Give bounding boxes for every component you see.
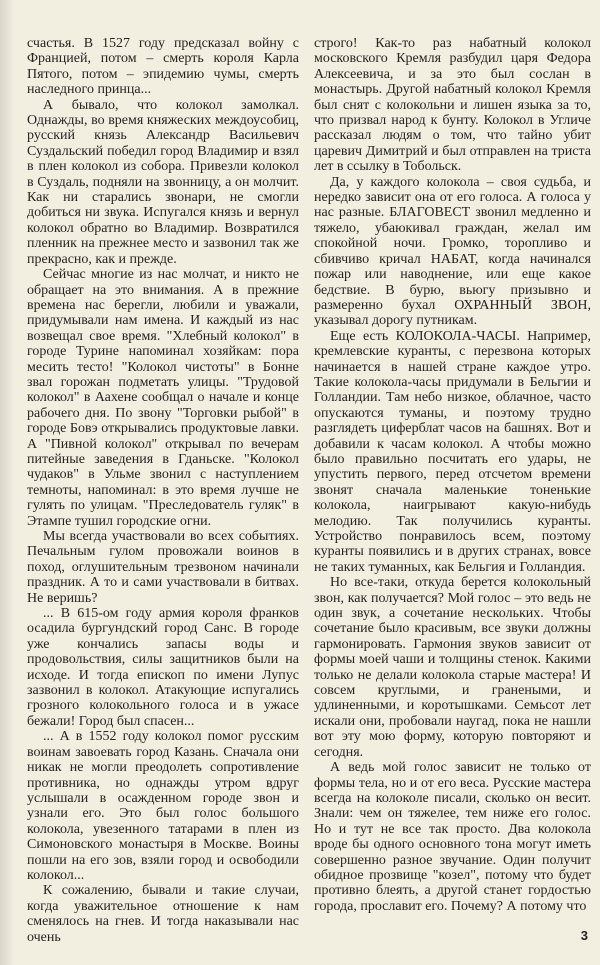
- paragraph: Да, у каждого колокола – своя судьба, и нередко зависит она от его голоса. А голоса у нас разные. БЛАГОВЕСТ звонил медленно и тяжело, убаюкивал граждан, желал им спокойной ночи. Громко, торопливо и сбивчиво кричал НАБАТ, когда начинался пожар или наводнение, или еще какое бедствие. В бурю, вьюгу призывно и размеренно бухал ОХРАННЫЙ ЗВОН, указывал дорогу путникам.: [314, 174, 591, 329]
- paragraph: А бывало, что колокол замолкал. Однажды, во время княжеских междоусобиц, русский князь Александр Васильевич Суздальский победил город Владимир и взял в плен колокол из собора. Привезли колокол в Суздаль, подняли на звонницу, а он молчит. Как ни старались звонари, не смогли добиться ни звука. Испугался князь и вернул колокол обратно во Владимир. Возвратился пленник на прежнее место и зазвонил так же прекрасно, как и прежде.: [27, 97, 299, 267]
- paragraph: А ведь мой голос зависит не только от формы тела, но и от его веса. Русские мастера всегда на колоколе писали, сколько он весит. Знали: чем он тяжелее, тем ниже его голос. Но и тут не все так просто. Два колокола вроде бы одного основного тона могут иметь совершенно разное звучание. Один получит обидное прозвище "козел", потому что будет противно блеять, а другой станет гордостью города, прославит его. Почему? А потому что: [314, 760, 591, 914]
- left-column: [27, 36, 299, 945]
- right-column: [314, 36, 591, 944]
- paragraph: строго! Как-то раз набатный колокол московского Кремля разбудил царя Федора Алексеевича, и за это был сослан в монастырь. Другой набатный колокол Кремля был снят с колокольни и лишен языка за то, что призвал народ к бунту. Колокол в Угличе рассказал людям о том, что тайно убит царевич Димитрий и был отправлен на триста лет в ссылку в Тобольск.: [314, 36, 591, 175]
- paragraph: ... А в 1552 году колокол помог русским воинам завоевать город Казань. Сначала они никак не могли преодолеть сопротивление противника, но однажды утром вдруг услышали в осажденном городе звон и узнали его. Это был голос большого колокола, увезенного татарами в плен из Симоновского монастыря в Москве. Воины пошли на его зов, взяли город и освободили колокол...: [27, 729, 299, 883]
- page-number: 3: [580, 928, 588, 944]
- paragraph: Но все-таки, откуда берется колокольный звон, как получается? Мой голос – это ведь не один звук, а сочетание нескольких. Чтобы сочетание было красивым, все звуки должны гармонировать. Гармония звуков зависит от формы моей чаши и толщины стенок. Какими только не делали колокола старые мастера! И совсем круглыми, и гранеными, и удлиненными, и коротышками. Семьсот лет искали они, пробовали наугад, пока не нашли вот эту мою форму, которую повторяют и сегодня.: [314, 575, 591, 760]
- paragraph: счастья. В 1527 году предсказал войну с Францией, потом – смерть короля Карла Пятого, потом – эпидемию чумы, смерть наследного принца...: [27, 36, 299, 98]
- paragraph: ... В 615-ом году армия короля франков осадила бургундский город Санс. В городе уже кончались запасы воды и продовольствия, силы защитников были на исходе. И тогда епископ по имени Лупус зазвонил в колокол. Атакующие испугались грозного колокольного голоса и в ужасе бежали! Город был спасен...: [27, 606, 299, 729]
- paragraph: К сожалению, бывали и такие случаи, когда уважительное отношение к нам сменялось на гнев. И тогда наказывали нас очень: [27, 883, 299, 945]
- paragraph: Сейчас многие из нас молчат, и никто не обращает на это внимания. А в прежние времена нас берегли, любили и уважали, придумывали нам имена. И каждый из нас возвещал свое время. "Хлебный колокол" в городе Турине напоминал хозяйкам: пора месить тесто! "Колокол чистоты" в Бонне звал горожан подметать улицы. "Трудовой колокол" в Аахене сообщал о начале и конце рабочего дня. По звону "Торговки рыбой" в городе Бовэ открывались продуктовые лавки. А "Пивной колокол" открывал по вечерам питейные заведения в Гданьске. "Колокол чудаков" в Ульме звонил с наступлением темноты, напоминал: в это время лучше не гулять по улицам. "Преследователь гуляк" в Этампе тушил городские огни.: [27, 267, 299, 529]
- paragraph: Мы всегда участвовали во всех событиях. Печальным гулом провожали воинов в поход, оглушительным трезвоном начинали праздник. А то и сами участвовали в битвах. Не веришь?: [27, 529, 299, 606]
- paragraph: Еще есть КОЛОКОЛА-ЧАСЫ. Например, кремлевские куранты, с перезвона которых начинается в нашей стране каждое утро. Такие колокола-часы придумали в Бельгии и Голландии. Там небо низкое, облачное, часто опускаются туманы, и поэтому трудно разглядеть циферблат часов на башнях. Вот и добавили к часам колокол. А чтобы можно было правильно посчитать его удары, не упустить первого, перед отсчетом времени звонят сначала маленькие тоненькие колокола, наигрывают какую-нибудь мелодию. Так получились куранты. Устройство понравилось всем, поэтому куранты появились и в других странах, вовсе не таких туманных, как Бельгия и Голландия.: [314, 328, 591, 575]
